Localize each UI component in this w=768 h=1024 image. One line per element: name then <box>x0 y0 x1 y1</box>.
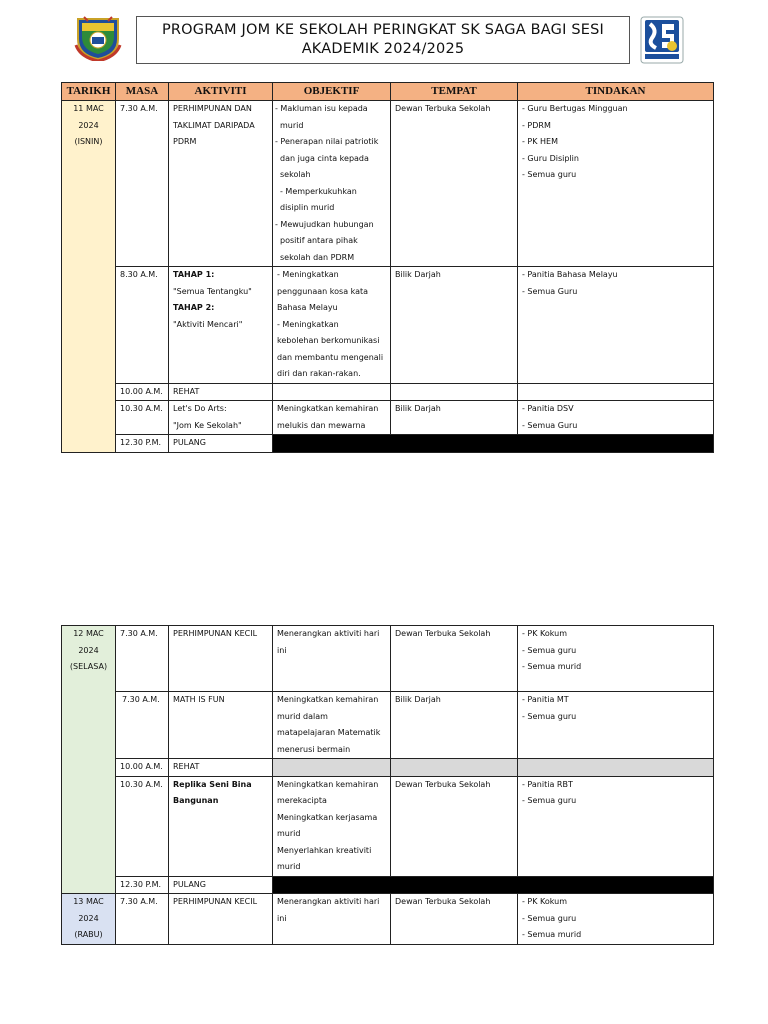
date-weekday: (RABU) <box>74 930 103 939</box>
date-year: 2024 <box>78 645 99 655</box>
date-weekday: (ISNIN) <box>74 137 103 146</box>
objective-line: sekolah <box>280 170 311 179</box>
col-header-tarikh: TARIKH <box>62 83 116 101</box>
objective-line: ini <box>277 913 287 923</box>
table-row <box>62 626 714 692</box>
objective-line: Meningkatkan kemahiran <box>277 695 379 704</box>
objective-line: ini <box>277 645 287 655</box>
action-line: - Panitia RBT <box>522 779 573 789</box>
date-day: 11 MAC <box>73 104 104 113</box>
objective-line: - Mewujudkan hubungan <box>275 219 374 229</box>
venue-cell: Bilik Darjah <box>391 692 518 759</box>
date-day: 13 MAC <box>73 897 104 906</box>
rehat-cell <box>518 759 714 777</box>
objective-line: diri dan rakan-rakan. <box>277 369 361 378</box>
blocked-cell <box>273 435 714 453</box>
action-line: - PDRM <box>522 120 551 130</box>
rehat-cell <box>391 759 518 777</box>
empty-cell <box>518 383 714 401</box>
venue-cell: Dewan Terbuka Sekolah <box>391 776 518 876</box>
ministry-emblem-icon <box>640 16 684 64</box>
objective-cell <box>273 776 391 876</box>
activity-cell: MATH IS FUN <box>169 692 273 759</box>
activity-cell: REHAT <box>169 759 273 777</box>
date-year: 2024 <box>78 120 99 130</box>
table-row <box>62 435 714 453</box>
time-cell: 8.30 A.M. <box>116 267 169 384</box>
action-cell <box>518 101 714 267</box>
objective-line: Menerangkan aktiviti hari <box>277 629 380 638</box>
action-line: - Semua guru <box>522 913 577 923</box>
objective-cell <box>273 267 391 384</box>
action-line: - Semua Guru <box>522 286 578 296</box>
date-cell-day-2 <box>62 626 116 894</box>
action-line: - Semua guru <box>522 711 577 721</box>
schedule-table-day-2-3 <box>61 625 714 945</box>
action-line: - Semua guru <box>522 645 577 655</box>
action-line: - Panitia Bahasa Melayu <box>522 270 618 279</box>
col-header-tindakan: TINDAKAN <box>518 83 714 101</box>
activity-line: Let's Do Arts: <box>173 404 227 413</box>
venue-cell: Dewan Terbuka Sekolah <box>391 894 518 945</box>
time-cell: 7.30 A.M. <box>116 101 169 267</box>
action-cell <box>518 401 714 435</box>
objective-cell <box>273 101 391 267</box>
objective-line: dan membantu mengenali <box>277 352 384 362</box>
objective-line: Menerangkan aktiviti hari <box>277 897 380 906</box>
venue-cell: Bilik Darjah <box>391 401 518 435</box>
empty-cell <box>391 383 518 401</box>
venue-cell: Bilik Darjah <box>391 267 518 384</box>
action-line: - Panitia MT <box>522 695 569 704</box>
activity-line: "Aktiviti Mencari" <box>173 319 243 329</box>
objective-line: disiplin murid <box>280 203 335 212</box>
time-cell: 10.00 A.M. <box>116 759 169 777</box>
col-header-aktiviti: AKTIVITI <box>169 83 273 101</box>
table-row <box>62 776 714 876</box>
table-row <box>62 894 714 945</box>
objective-line: - Penerapan nilai patriotik <box>275 137 379 146</box>
objective-line: Meningkatkan kerjasama <box>277 812 378 822</box>
activity-cell: PULANG <box>169 435 273 453</box>
objective-line: - Meningkatkan <box>277 270 339 279</box>
objective-line: sekolah dan PDRM <box>280 252 355 262</box>
activity-cell <box>169 101 273 267</box>
objective-line: murid <box>277 862 301 871</box>
activity-line: PERHIMPUNAN DAN <box>173 104 252 113</box>
activity-line: TAHAP 2: <box>173 303 215 312</box>
activity-line: "Semua Tentangku" <box>173 286 252 296</box>
action-cell <box>518 267 714 384</box>
objective-line: murid <box>277 829 301 838</box>
objective-line: menerusi bermain <box>277 744 351 754</box>
objective-line: matapelajaran Matematik <box>277 728 381 737</box>
objective-line: dan juga cinta kepada <box>280 153 369 163</box>
action-cell <box>518 776 714 876</box>
objective-line: murid dalam <box>277 711 328 721</box>
objective-line: merekacipta <box>277 796 327 805</box>
activity-cell <box>169 776 273 876</box>
action-cell <box>518 894 714 945</box>
table-header-row <box>62 83 714 101</box>
action-cell <box>518 626 714 692</box>
objective-cell <box>273 626 391 692</box>
venue-cell: Dewan Terbuka Sekolah <box>391 101 518 267</box>
objective-line: - Meningkatkan <box>277 319 339 329</box>
action-line: - PK Kokum <box>522 629 568 638</box>
date-cell-day-3 <box>62 894 116 945</box>
rehat-cell <box>273 759 391 777</box>
activity-cell <box>169 267 273 384</box>
table-row <box>62 101 714 267</box>
table-row <box>62 267 714 384</box>
activity-line: PDRM <box>173 137 197 146</box>
empty-cell <box>273 383 391 401</box>
action-line: - Semua guru <box>522 170 577 179</box>
table-row <box>62 401 714 435</box>
date-year: 2024 <box>78 913 99 923</box>
objective-cell <box>273 894 391 945</box>
date-weekday: (SELASA) <box>69 662 108 671</box>
objective-line: Bahasa Melayu <box>277 303 338 312</box>
action-line: - Semua murid <box>522 662 582 671</box>
objective-line: murid <box>280 120 304 130</box>
activity-cell: PULANG <box>169 876 273 894</box>
activity-cell: PERHIMPUNAN KECIL <box>169 894 273 945</box>
col-header-objektif: OBJEKTIF <box>273 83 391 101</box>
activity-cell <box>169 401 273 435</box>
venue-cell: Dewan Terbuka Sekolah <box>391 626 518 692</box>
activity-line: Bangunan <box>173 796 219 805</box>
table-row <box>62 876 714 894</box>
title-line-1: PROGRAM JOM KE SEKOLAH PERINGKAT SK SAGA BAGI SESI <box>161 22 605 38</box>
time-cell: 10.30 A.M. <box>116 776 169 876</box>
objective-cell <box>273 692 391 759</box>
schedule-table-day-1 <box>61 82 714 453</box>
objective-line: melukis dan mewarna <box>277 420 366 430</box>
action-line: - Semua guru <box>522 796 577 805</box>
action-cell <box>518 692 714 759</box>
activity-cell: PERHIMPUNAN KECIL <box>169 626 273 692</box>
blocked-cell <box>273 876 714 894</box>
table-row <box>62 759 714 777</box>
date-cell-day-1 <box>62 101 116 453</box>
activity-cell: REHAT <box>169 383 273 401</box>
objective-line: - Memperkukuhkan <box>280 186 357 196</box>
date-day: 12 MAC <box>73 629 104 638</box>
objective-line: positif antara pihak <box>280 236 358 245</box>
time-cell: 12.30 P.M. <box>116 876 169 894</box>
col-header-tempat: TEMPAT <box>391 83 518 101</box>
objective-cell <box>273 401 391 435</box>
activity-line: TAKLIMAT DARIPADA <box>173 120 255 130</box>
document-title <box>136 16 630 64</box>
objective-line: Meningkatkan kemahiran <box>277 404 379 413</box>
action-line: - Semua Guru <box>522 420 578 430</box>
objective-line: penggunaan kosa kata <box>277 286 369 296</box>
time-cell: 7.30 A.M. <box>116 626 169 692</box>
action-line: - Panitia DSV <box>522 404 574 413</box>
title-line-2: AKADEMIK 2024/2025 <box>301 41 465 57</box>
action-line: - Guru Bertugas Mingguan <box>522 104 628 113</box>
action-line: - PK HEM <box>522 137 559 146</box>
school-crest-icon <box>74 15 122 61</box>
time-cell: 10.00 A.M. <box>116 383 169 401</box>
action-line: - PK Kokum <box>522 897 568 906</box>
action-line: - Guru Disiplin <box>522 153 579 163</box>
activity-line: Replika Seni Bina <box>173 779 252 789</box>
time-cell: 10.30 A.M. <box>116 401 169 435</box>
action-line: - Semua murid <box>522 930 582 939</box>
activity-line: TAHAP 1: <box>173 270 215 279</box>
table-row <box>62 692 714 759</box>
col-header-masa: MASA <box>116 83 169 101</box>
objective-line: Menyerlahkan kreativiti <box>277 845 372 855</box>
time-cell: 12.30 P.M. <box>116 435 169 453</box>
activity-line: "Jom Ke Sekolah" <box>173 420 242 430</box>
table-row <box>62 383 714 401</box>
time-cell: 7.30 A.M. <box>116 894 169 945</box>
objective-line: - Makluman isu kepada <box>275 104 368 113</box>
objective-line: Meningkatkan kemahiran <box>277 779 379 789</box>
time-cell: 7.30 A.M. <box>116 692 169 759</box>
objective-line: kebolehan berkomunikasi <box>277 336 380 345</box>
